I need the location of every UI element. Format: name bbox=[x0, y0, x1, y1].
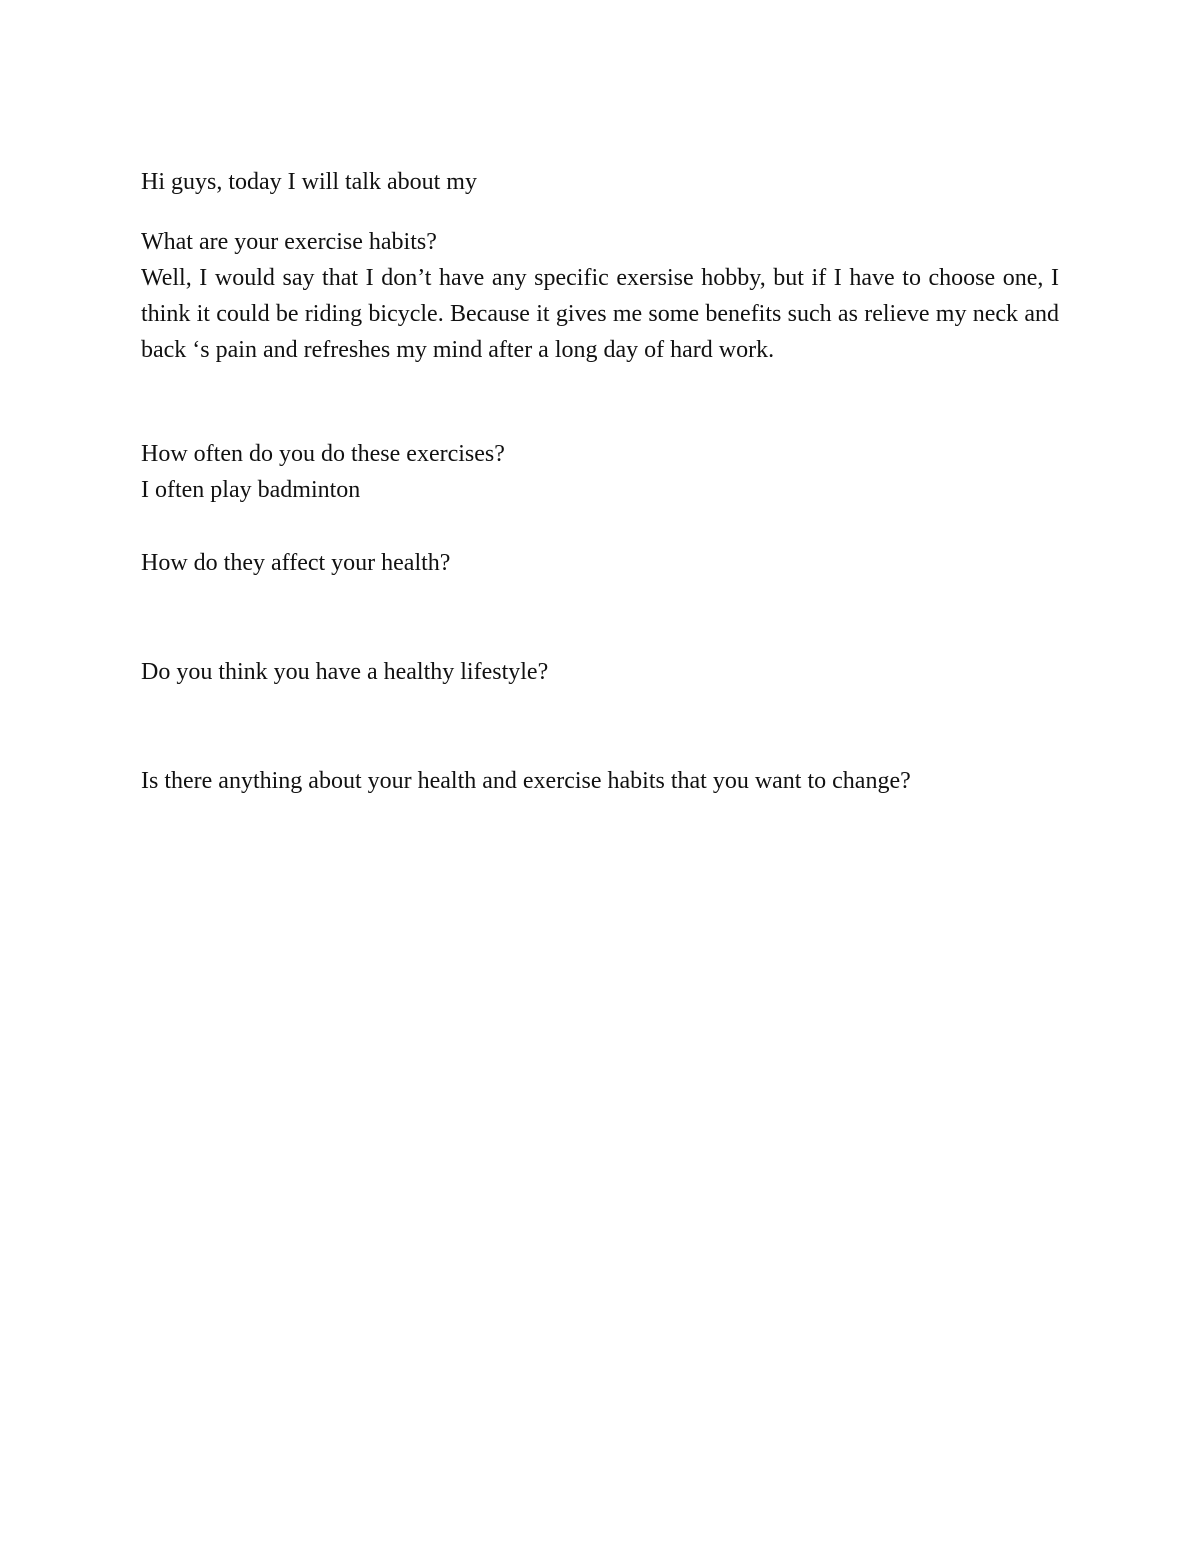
question-health-effect: How do they affect your health? bbox=[141, 550, 451, 576]
answer-exercise-habits: Well, I would say that I don’t have any specific exersise hobby, but if I have to choose one, I think it could be riding bicycle. Because it gives me some benefits such as relieve my neck and back ‘s pain and refreshes my mind after a long day of hard work. bbox=[141, 265, 1059, 363]
question-healthy-lifestyle: Do you think you have a healthy lifestyle? bbox=[141, 659, 549, 685]
answer-exercise-frequency: I often play badminton bbox=[141, 477, 361, 503]
question-want-to-change: Is there anything about your health and exercise habits that you want to change? bbox=[141, 768, 911, 794]
question-exercise-habits: What are your exercise habits? bbox=[141, 229, 437, 255]
question-exercise-frequency: How often do you do these exercises? bbox=[141, 441, 505, 467]
intro-line: Hi guys, today I will talk about my bbox=[141, 169, 477, 195]
